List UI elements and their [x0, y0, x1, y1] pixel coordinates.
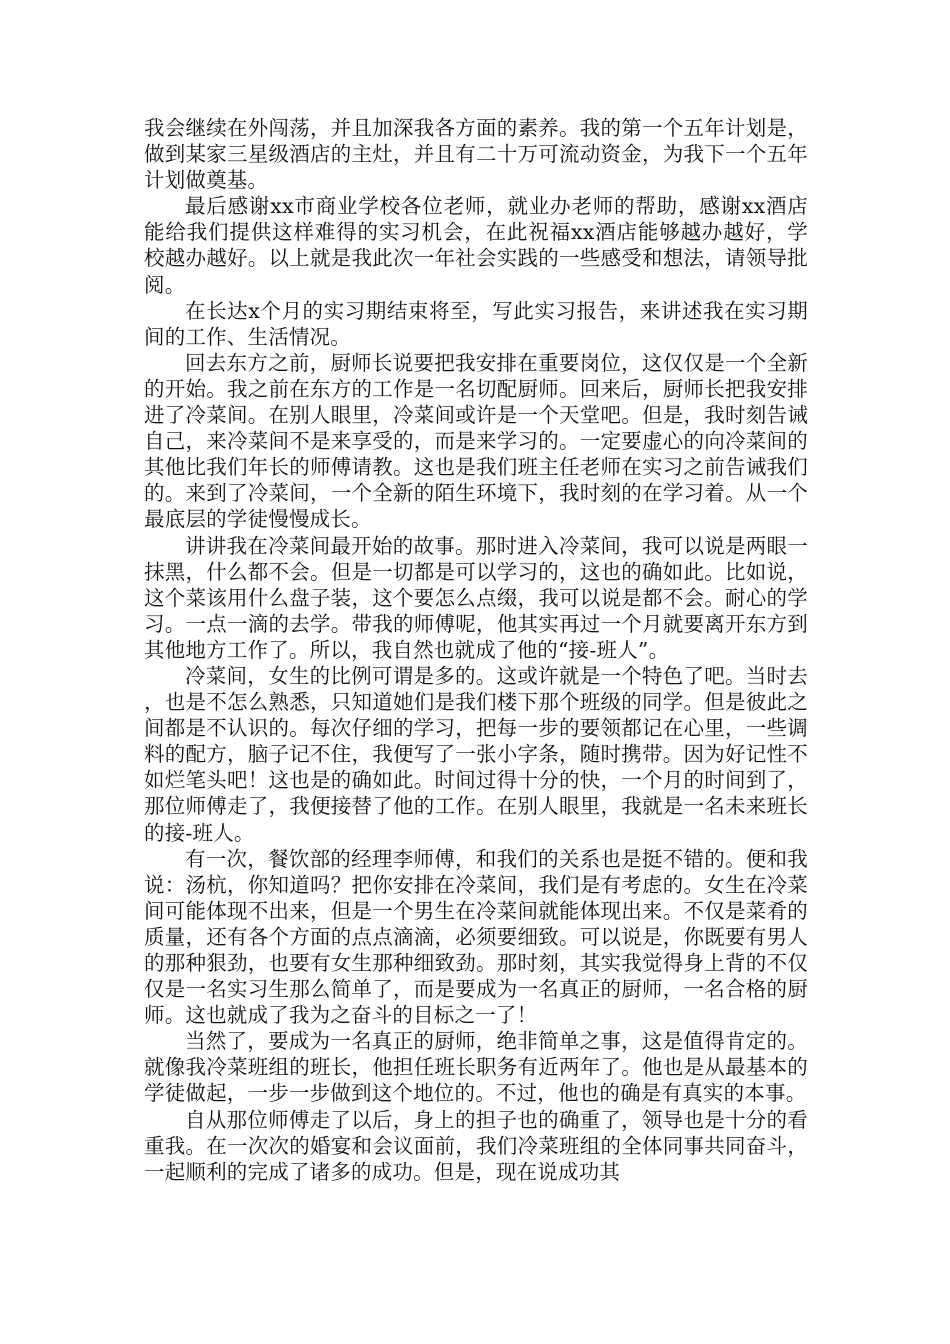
document-body — [144, 115, 808, 1185]
paragraph-7: 有一次，餐饮部的经理李师傅，和我们的关系也是挺不错的。便和我说：汤杭，你知道吗？把你安排在冷菜间，我们是有考虑的。女生在冷菜间可能体现不出来，但是一个男生在冷菜间就能体现出来。不仅是菜肴的质量，还有各个方面的点点滴滴，必须要细致。可以说是，你既要有男人的那种狠劲，也要有女生那种细致劲。那时刻，其实我觉得身上背的不仅仅是一名实习生那么简单了，而是要成为一名真正的厨师，一名合格的厨师。这也就成了我为之奋斗的目标之一了！ — [144, 846, 808, 1028]
paragraph-2: 最后感谢xx市商业学校各位老师，就业办老师的帮助，感谢xx酒店能给我们提供这样难得的实习机会，在此祝福xx酒店能够越办越好，学校越办越好。以上就是我此次一年社会实践的一些感受和想法，请领导批阅。 — [144, 194, 808, 297]
paragraph-3: 在长达x个月的实习期结束将至，写此实习报告，来讲述我在实习期间的工作、生活情况。 — [144, 298, 808, 349]
paragraph-4: 回去东方之前，厨师长说要把我安排在重要岗位，这仅仅是一个全新的开始。我之前在东方的工作是一名切配厨师。回来后，厨师长把我安排进了冷菜间。在别人眼里，冷菜间或许是一个天堂吧。但是，我时刻告诫自己，来冷菜间不是来享受的，而是来学习的。一定要虚心的向冷菜间的其他比我们年长的师傅请教。这也是我们班主任老师在实习之前告诫我们的。来到了冷菜间，一个全新的陌生环境下，我时刻的在学习着。从一个最底层的学徒慢慢成长。 — [144, 350, 808, 532]
paragraph-1: 我会继续在外闯荡，并且加深我各方面的素养。我的第一个五年计划是，做到某家三星级酒店的主灶，并且有二十万可流动资金，为我下一个五年计划做奠基。 — [144, 116, 808, 193]
paragraph-9: 自从那位师傅走了以后，身上的担子也的确重了，领导也是十分的看重我。在一次次的婚宴和会议面前，我们冷菜班组的全体同事共同奋斗，一起顺利的完成了诸多的成功。但是，现在说成功其 — [144, 1107, 808, 1184]
paragraph-8: 当然了，要成为一名真正的厨师，绝非简单之事，这是值得肯定的。就像我冷菜班组的班长，他担任班长职务有近两年了。他也是从最基本的学徒做起，一步一步做到这个地位的。不过，他也的确是有真实的本事。 — [144, 1029, 808, 1106]
paragraph-5: 讲讲我在冷菜间最开始的故事。那时进入冷菜间，我可以说是两眼一抹黑，什么都不会。但是一切都是可以学习的，这也的确如此。比如说，这个菜该用什么盘子装，这个要怎么点缀，我可以说是都不会。耐心的学习。一点一滴的去学。带我的师傅呢，他其实再过一个月就要离开东方到其他地方工作了。所以，我自然也就成了他的“接-班人”。 — [144, 533, 808, 662]
paragraph-6: 冷菜间，女生的比例可谓是多的。这或许就是一个特色了吧。当时去，也是不怎么熟悉，只知道她们是我们楼下那个班级的同学。但是彼此之间都是不认识的。每次仔细的学习，把每一步的要领都记在心里，一些调料的配方，脑子记不住，我便写了一张小字条，随时携带。因为好记性不如烂笔头吧！这也是的确如此。时间过得十分的快，一个月的时间到了，那位师傅走了，我便接替了他的工作。在别人眼里，我就是一名未来班长的接-班人。 — [144, 663, 808, 845]
